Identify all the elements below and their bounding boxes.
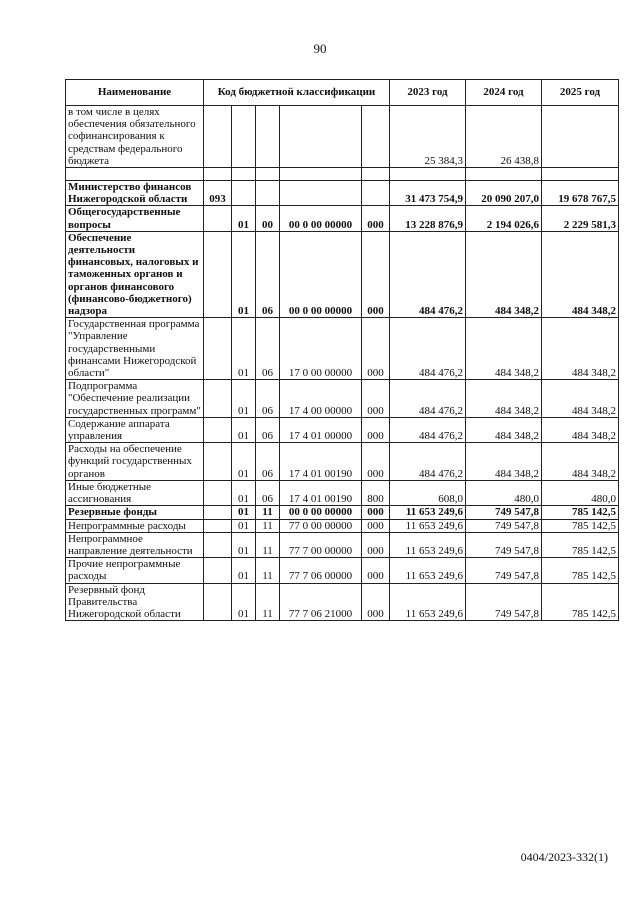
cell-target-article: 00 0 00 00000 <box>280 231 362 317</box>
cell-section <box>232 106 256 168</box>
cell-name: Обеспечение деятельности финансовых, налоговых и таможенных органов и органов финансового (финансово-бюджетного) надзора <box>66 231 204 317</box>
cell-target-article: 17 4 01 00190 <box>280 480 362 505</box>
cell-section: 01 <box>232 532 256 557</box>
cell-expense-type: 000 <box>362 443 390 481</box>
cell-section: 01 <box>232 318 256 380</box>
cell-target-article: 17 4 01 00190 <box>280 443 362 481</box>
cell-department <box>204 318 232 380</box>
cell-2023: 11 653 249,6 <box>390 558 466 583</box>
cell-section: 01 <box>232 231 256 317</box>
cell-section: 01 <box>232 443 256 481</box>
cell-name: Содержание аппарата управления <box>66 417 204 442</box>
cell-target-article: 17 4 00 00000 <box>280 380 362 418</box>
cell-2023: 484 476,2 <box>390 417 466 442</box>
cell-name: Подпрограмма "Обеспечение реализации государственных программ" <box>66 380 204 418</box>
cell-name: Расходы на обеспечение функций государственных органов <box>66 443 204 481</box>
cell-subsection: 06 <box>256 380 280 418</box>
cell-2025: 484 348,2 <box>542 231 619 317</box>
cell-target-article: 00 0 00 00000 <box>280 206 362 231</box>
cell-target-article <box>280 181 362 206</box>
cell-subsection: 00 <box>256 206 280 231</box>
table-row <box>66 106 619 168</box>
cell-name: Резервные фонды <box>66 506 204 519</box>
cell-expense-type: 000 <box>362 380 390 418</box>
table-row <box>66 443 619 481</box>
cell-2025: 785 142,5 <box>542 583 619 621</box>
cell-2023: 25 384,3 <box>390 106 466 168</box>
cell-2024: 749 547,8 <box>466 532 542 557</box>
cell-expense-type: 000 <box>362 583 390 621</box>
cell-subsection: 11 <box>256 506 280 519</box>
cell-subsection: 06 <box>256 480 280 505</box>
cell-subsection: 06 <box>256 417 280 442</box>
cell-department <box>204 168 232 181</box>
cell-department <box>204 417 232 442</box>
cell-2024: 484 348,2 <box>466 417 542 442</box>
cell-expense-type: 000 <box>362 206 390 231</box>
cell-target-article: 17 0 00 00000 <box>280 318 362 380</box>
table-row <box>66 206 619 231</box>
cell-subsection: 06 <box>256 443 280 481</box>
cell-2025: 785 142,5 <box>542 519 619 532</box>
cell-expense-type: 000 <box>362 558 390 583</box>
cell-2024: 20 090 207,0 <box>466 181 542 206</box>
cell-section: 01 <box>232 583 256 621</box>
table-row <box>66 583 619 621</box>
cell-expense-type: 000 <box>362 506 390 519</box>
cell-section: 01 <box>232 558 256 583</box>
cell-section <box>232 168 256 181</box>
cell-department <box>204 506 232 519</box>
cell-department <box>204 558 232 583</box>
document-code: 0404/2023-332(1) <box>520 850 608 864</box>
cell-2025: 19 678 767,5 <box>542 181 619 206</box>
cell-section <box>232 181 256 206</box>
page-number: 90 <box>313 41 327 56</box>
table-row <box>66 380 619 418</box>
cell-name: Иные бюджетные ассигнования <box>66 480 204 505</box>
cell-name: Государственная программа "Управление государственными финансами Нижегородской области" <box>66 318 204 380</box>
cell-subsection: 06 <box>256 231 280 317</box>
cell-section: 01 <box>232 417 256 442</box>
cell-department <box>204 380 232 418</box>
table-header-row <box>66 80 619 106</box>
header-name: Наименование <box>66 80 204 106</box>
table-row <box>66 519 619 532</box>
cell-subsection: 11 <box>256 558 280 583</box>
cell-section: 01 <box>232 519 256 532</box>
cell-name: Министерство финансов Нижегородской области <box>66 181 204 206</box>
cell-department <box>204 443 232 481</box>
cell-name: Общегосударственные вопросы <box>66 206 204 231</box>
cell-department <box>204 519 232 532</box>
cell-target-article: 00 0 00 00000 <box>280 506 362 519</box>
cell-2023: 31 473 754,9 <box>390 181 466 206</box>
budget-table <box>65 79 619 621</box>
cell-2024: 749 547,8 <box>466 519 542 532</box>
cell-2023: 13 228 876,9 <box>390 206 466 231</box>
cell-2025: 2 229 581,3 <box>542 206 619 231</box>
cell-department: 093 <box>204 181 232 206</box>
cell-subsection: 11 <box>256 583 280 621</box>
cell-2023: 484 476,2 <box>390 318 466 380</box>
cell-name: Прочие непрограммные расходы <box>66 558 204 583</box>
cell-2025: 785 142,5 <box>542 558 619 583</box>
cell-2025: 785 142,5 <box>542 532 619 557</box>
table-row <box>66 532 619 557</box>
cell-department <box>204 583 232 621</box>
cell-department <box>204 231 232 317</box>
cell-subsection <box>256 168 280 181</box>
cell-target-article: 77 7 06 00000 <box>280 558 362 583</box>
table-row <box>66 506 619 519</box>
cell-2024 <box>466 168 542 181</box>
cell-expense-type <box>362 181 390 206</box>
cell-2023: 11 653 249,6 <box>390 583 466 621</box>
table-row <box>66 558 619 583</box>
cell-2023: 484 476,2 <box>390 380 466 418</box>
header-2023: 2023 год <box>390 80 466 106</box>
cell-expense-type: 000 <box>362 318 390 380</box>
table-row <box>66 168 619 181</box>
cell-2024: 2 194 026,6 <box>466 206 542 231</box>
cell-expense-type <box>362 106 390 168</box>
cell-name: Непрограммное направление деятельности <box>66 532 204 557</box>
cell-subsection: 11 <box>256 532 280 557</box>
cell-2024: 749 547,8 <box>466 583 542 621</box>
cell-2025 <box>542 106 619 168</box>
table-row <box>66 417 619 442</box>
cell-2024: 484 348,2 <box>466 380 542 418</box>
cell-2023: 11 653 249,6 <box>390 519 466 532</box>
header-budget-code: Код бюджетной классификации <box>204 80 390 106</box>
cell-section: 01 <box>232 380 256 418</box>
cell-target-article: 17 4 01 00000 <box>280 417 362 442</box>
cell-2025: 785 142,5 <box>542 506 619 519</box>
cell-2024: 484 348,2 <box>466 231 542 317</box>
cell-2023: 11 653 249,6 <box>390 532 466 557</box>
cell-expense-type: 000 <box>362 532 390 557</box>
cell-2025 <box>542 168 619 181</box>
cell-2024: 749 547,8 <box>466 558 542 583</box>
cell-target-article <box>280 168 362 181</box>
cell-2024: 484 348,2 <box>466 318 542 380</box>
cell-name: Резервный фонд Правительства Нижегородской области <box>66 583 204 621</box>
table-row <box>66 231 619 317</box>
header-2024: 2024 год <box>466 80 542 106</box>
cell-2025: 480,0 <box>542 480 619 505</box>
cell-2023: 484 476,2 <box>390 231 466 317</box>
cell-department <box>204 480 232 505</box>
cell-2024: 480,0 <box>466 480 542 505</box>
cell-section: 01 <box>232 506 256 519</box>
cell-department <box>204 206 232 231</box>
table-row <box>66 181 619 206</box>
table-row <box>66 480 619 505</box>
cell-target-article: 77 7 06 21000 <box>280 583 362 621</box>
cell-name: Непрограммные расходы <box>66 519 204 532</box>
cell-name <box>66 168 204 181</box>
cell-target-article <box>280 106 362 168</box>
table-body <box>66 106 619 621</box>
cell-name: в том числе в целях обеспечения обязательного софинансирования к средствам федерального бюджета <box>66 106 204 168</box>
cell-subsection <box>256 106 280 168</box>
cell-2024: 26 438,8 <box>466 106 542 168</box>
cell-2023 <box>390 168 466 181</box>
cell-expense-type: 000 <box>362 231 390 317</box>
cell-expense-type: 000 <box>362 417 390 442</box>
cell-section: 01 <box>232 480 256 505</box>
cell-department <box>204 106 232 168</box>
cell-target-article: 77 0 00 00000 <box>280 519 362 532</box>
cell-2025: 484 348,2 <box>542 417 619 442</box>
cell-2023: 484 476,2 <box>390 443 466 481</box>
table-row <box>66 318 619 380</box>
cell-section: 01 <box>232 206 256 231</box>
cell-expense-type: 000 <box>362 519 390 532</box>
cell-subsection <box>256 181 280 206</box>
cell-expense-type: 800 <box>362 480 390 505</box>
header-2025: 2025 год <box>542 80 619 106</box>
cell-2024: 484 348,2 <box>466 443 542 481</box>
cell-subsection: 06 <box>256 318 280 380</box>
cell-department <box>204 532 232 557</box>
cell-2023: 11 653 249,6 <box>390 506 466 519</box>
cell-2025: 484 348,2 <box>542 380 619 418</box>
cell-2024: 749 547,8 <box>466 506 542 519</box>
cell-2023: 608,0 <box>390 480 466 505</box>
cell-2025: 484 348,2 <box>542 318 619 380</box>
cell-expense-type <box>362 168 390 181</box>
cell-target-article: 77 7 00 00000 <box>280 532 362 557</box>
cell-subsection: 11 <box>256 519 280 532</box>
cell-2025: 484 348,2 <box>542 443 619 481</box>
